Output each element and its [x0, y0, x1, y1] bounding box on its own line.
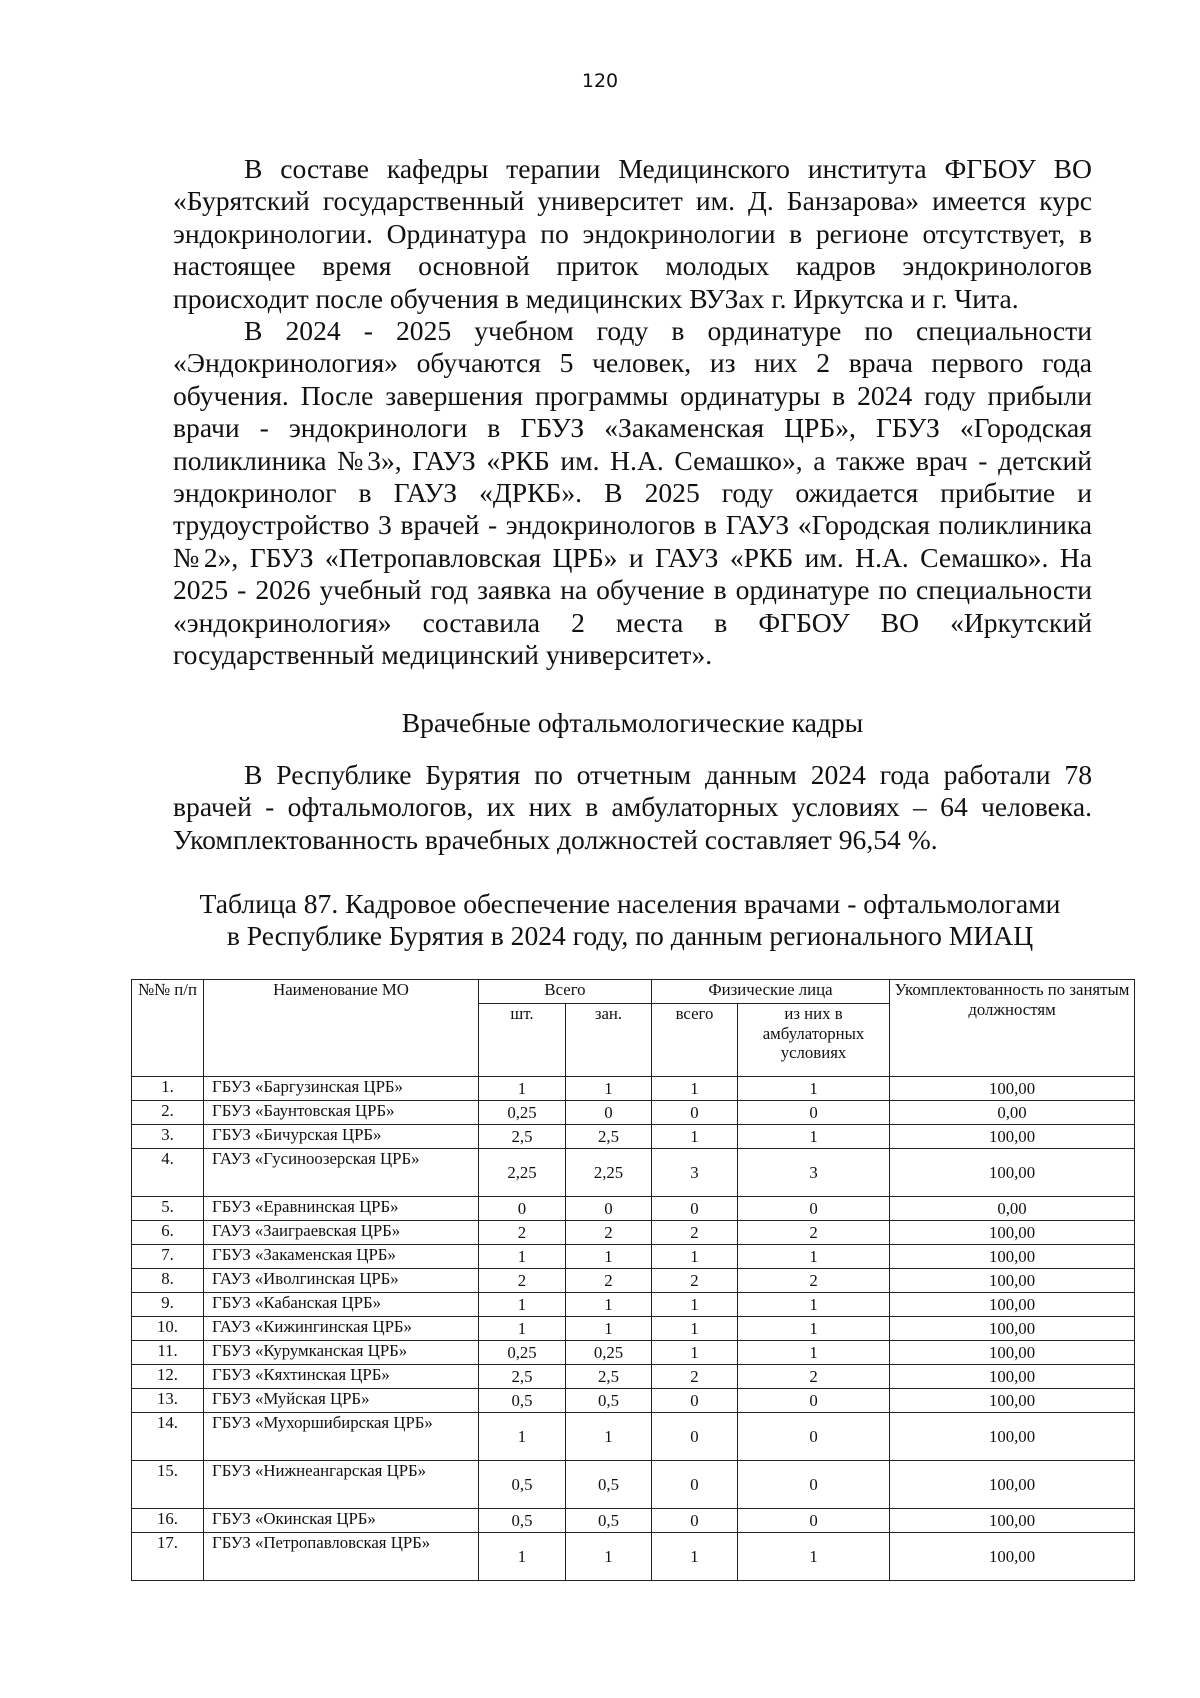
row-persons-outpatient: 0 — [738, 1413, 890, 1461]
row-organization-name: ГБУЗ «Окинская ЦРБ» — [204, 1509, 479, 1533]
row-total-occupied: 2 — [566, 1269, 652, 1293]
row-organization-name: ГБУЗ «Закаменская ЦРБ» — [204, 1245, 479, 1269]
row-staffing-percent: 100,00 — [890, 1125, 1135, 1149]
row-persons-outpatient: 1 — [738, 1077, 890, 1101]
row-staffing-percent: 100,00 — [890, 1221, 1135, 1245]
row-persons-all: 1 — [652, 1533, 738, 1581]
row-number: 2. — [132, 1101, 204, 1125]
row-total-occupied: 1 — [566, 1317, 652, 1341]
row-persons-outpatient: 2 — [738, 1221, 890, 1245]
row-organization-name: ГБУЗ «Петропавловская ЦРБ» — [204, 1533, 479, 1581]
table-caption-line-1: Таблица 87. Кадровое обеспечение населения врачами - офтальмологами — [199, 888, 1061, 919]
row-total-units: 2,5 — [479, 1365, 566, 1389]
row-organization-name: ГАУЗ «Заиграевская ЦРБ» — [204, 1221, 479, 1245]
row-organization-name: ГАУЗ «Иволгинская ЦРБ» — [204, 1269, 479, 1293]
table-row — [132, 1533, 1135, 1581]
row-number: 9. — [132, 1293, 204, 1317]
row-number: 12. — [132, 1365, 204, 1389]
row-total-occupied: 0 — [566, 1197, 652, 1221]
row-total-occupied: 0,5 — [566, 1389, 652, 1413]
row-persons-outpatient: 1 — [738, 1317, 890, 1341]
row-persons-outpatient: 1 — [738, 1125, 890, 1149]
table-row — [132, 1149, 1135, 1197]
row-persons-all: 0 — [652, 1197, 738, 1221]
row-number: 13. — [132, 1389, 204, 1413]
table-row — [132, 1293, 1135, 1317]
row-persons-all: 1 — [652, 1125, 738, 1149]
row-persons-outpatient: 3 — [738, 1149, 890, 1197]
header-persons: Физические лица — [652, 980, 890, 1004]
row-staffing-percent: 100,00 — [890, 1149, 1135, 1197]
table-caption — [150, 888, 1110, 952]
row-persons-all: 1 — [652, 1293, 738, 1317]
header-total-units: шт. — [479, 1004, 566, 1077]
row-number: 10. — [132, 1317, 204, 1341]
row-number: 4. — [132, 1149, 204, 1197]
row-total-occupied: 2,25 — [566, 1149, 652, 1197]
row-persons-outpatient: 1 — [738, 1245, 890, 1269]
header-number: №№ п/п — [132, 980, 204, 1077]
row-persons-all: 0 — [652, 1509, 738, 1533]
paragraph-endocrinology-course: В составе кафедры терапии Медицинского института ФГБОУ ВО «Бурятский государственный университет им. Д. Банзарова» имеется курс эндокринологии. Ординатура по эндокринологии в регионе отсутствует, в настоящее время основной приток молодых кадров эндокринологов происходит после обучения в медицинских ВУЗах г. Иркутска и г. Чита. — [173, 153, 1092, 314]
table-row — [132, 1317, 1135, 1341]
header-total-occupied: зан. — [566, 1004, 652, 1077]
row-organization-name: ГБУЗ «Баргузинская ЦРБ» — [204, 1077, 479, 1101]
row-number: 14. — [132, 1413, 204, 1461]
row-organization-name: ГБУЗ «Муйская ЦРБ» — [204, 1389, 479, 1413]
row-staffing-percent: 100,00 — [890, 1317, 1135, 1341]
row-total-occupied: 2 — [566, 1221, 652, 1245]
table-row — [132, 1269, 1135, 1293]
row-persons-outpatient: 0 — [738, 1509, 890, 1533]
row-number: 7. — [132, 1245, 204, 1269]
table-row — [132, 1341, 1135, 1365]
row-total-units: 1 — [479, 1077, 566, 1101]
table-row — [132, 1413, 1135, 1461]
row-organization-name: ГБУЗ «Курумканская ЦРБ» — [204, 1341, 479, 1365]
table-row — [132, 1389, 1135, 1413]
row-number: 6. — [132, 1221, 204, 1245]
row-persons-outpatient: 0 — [738, 1197, 890, 1221]
table-caption-line-2: в Республике Бурятия в 2024 году, по данным регионального МИАЦ — [226, 920, 1034, 951]
row-total-occupied: 1 — [566, 1077, 652, 1101]
row-persons-all: 2 — [652, 1269, 738, 1293]
row-total-occupied: 2,5 — [566, 1365, 652, 1389]
row-number: 16. — [132, 1509, 204, 1533]
row-total-units: 0,5 — [479, 1389, 566, 1413]
row-persons-all: 3 — [652, 1149, 738, 1197]
row-total-occupied: 1 — [566, 1413, 652, 1461]
table-row — [132, 1245, 1135, 1269]
row-total-units: 1 — [479, 1533, 566, 1581]
row-organization-name: ГАУЗ «Кижингинская ЦРБ» — [204, 1317, 479, 1341]
row-organization-name: ГБУЗ «Кабанская ЦРБ» — [204, 1293, 479, 1317]
row-total-occupied: 0 — [566, 1101, 652, 1125]
row-staffing-percent: 100,00 — [890, 1269, 1135, 1293]
row-persons-outpatient: 1 — [738, 1341, 890, 1365]
header-persons-outpatient: из них в амбулаторных условиях — [738, 1004, 890, 1077]
row-persons-outpatient: 0 — [738, 1461, 890, 1509]
header-staffing: Укомплектованность по занятым должностям — [890, 980, 1135, 1077]
row-organization-name: ГБУЗ «Нижнеангарская ЦРБ» — [204, 1461, 479, 1509]
header-total: Всего — [479, 980, 652, 1004]
row-number: 8. — [132, 1269, 204, 1293]
table-row — [132, 1509, 1135, 1533]
table-row — [132, 1365, 1135, 1389]
row-staffing-percent: 100,00 — [890, 1533, 1135, 1581]
row-total-occupied: 0,5 — [566, 1461, 652, 1509]
row-organization-name: ГБУЗ «Еравнинская ЦРБ» — [204, 1197, 479, 1221]
row-persons-outpatient: 2 — [738, 1269, 890, 1293]
row-total-units: 0,25 — [479, 1341, 566, 1365]
table-row — [132, 1197, 1135, 1221]
row-staffing-percent: 100,00 — [890, 1389, 1135, 1413]
row-number: 15. — [132, 1461, 204, 1509]
row-staffing-percent: 0,00 — [890, 1197, 1135, 1221]
row-total-units: 2,25 — [479, 1149, 566, 1197]
row-number: 5. — [132, 1197, 204, 1221]
row-staffing-percent: 100,00 — [890, 1077, 1135, 1101]
row-total-occupied: 1 — [566, 1245, 652, 1269]
row-persons-all: 2 — [652, 1365, 738, 1389]
row-persons-all: 0 — [652, 1101, 738, 1125]
row-organization-name: ГБУЗ «Бичурская ЦРБ» — [204, 1125, 479, 1149]
row-persons-outpatient: 0 — [738, 1101, 890, 1125]
page-number: 120 — [581, 70, 619, 92]
row-persons-all: 0 — [652, 1413, 738, 1461]
row-persons-outpatient: 2 — [738, 1365, 890, 1389]
row-staffing-percent: 100,00 — [890, 1293, 1135, 1317]
row-staffing-percent: 100,00 — [890, 1461, 1135, 1509]
row-total-occupied: 2,5 — [566, 1125, 652, 1149]
row-persons-all: 1 — [652, 1317, 738, 1341]
row-persons-all: 1 — [652, 1341, 738, 1365]
ophthalmology-text — [173, 759, 1092, 856]
paragraph-endocrinology-residency: В 2024 - 2025 учебном году в ординатуре по специальности «Эндокринология» обучаются 5 человек, из них 2 врача первого года обучения. После завершения программы ординатуры в 2024 году прибыли врачи - эндокринологи в ГБУЗ «Закаменская ЦРБ», ГБУЗ «Городская поликлиника №3», ГАУЗ «РКБ им. Н.А. Семашко», а также врач - детский эндокринолог в ГАУЗ «ДРКБ». В 2025 году ожидается прибытие и трудоустройство 3 врачей - эндокринологов в ГАУЗ «Городская поликлиника №2», ГБУЗ «Петропавловская ЦРБ» и ГАУЗ «РКБ им. Н.А. Семашко». На 2025 - 2026 учебный год заявка на обучение в ординатуре по специальности «эндокринология» составила 2 места в ФГБОУ ВО «Иркутский государственный медицинский университет». — [173, 315, 1092, 671]
row-total-occupied: 0,5 — [566, 1509, 652, 1533]
intro-text — [173, 153, 1092, 672]
row-persons-outpatient: 0 — [738, 1389, 890, 1413]
row-staffing-percent: 100,00 — [890, 1365, 1135, 1389]
row-number: 11. — [132, 1341, 204, 1365]
row-staffing-percent: 0,00 — [890, 1101, 1135, 1125]
row-staffing-percent: 100,00 — [890, 1413, 1135, 1461]
row-total-units: 1 — [479, 1293, 566, 1317]
row-total-occupied: 1 — [566, 1533, 652, 1581]
row-total-occupied: 1 — [566, 1293, 652, 1317]
table-body — [132, 1077, 1135, 1581]
paragraph-ophthalmology: В Республике Бурятия по отчетным данным 2024 года работали 78 врачей - офтальмологов, их них в амбулаторных условиях – 64 человека. Укомплектованность врачебных должностей составляет 96,54 %. — [173, 759, 1092, 855]
row-total-units: 1 — [479, 1413, 566, 1461]
row-number: 3. — [132, 1125, 204, 1149]
row-organization-name: ГАУЗ «Гусиноозерская ЦРБ» — [204, 1149, 479, 1197]
row-persons-all: 2 — [652, 1221, 738, 1245]
header-persons-all: всего — [652, 1004, 738, 1077]
row-organization-name: ГБУЗ «Кяхтинская ЦРБ» — [204, 1365, 479, 1389]
row-persons-outpatient: 1 — [738, 1533, 890, 1581]
row-total-units: 0,25 — [479, 1101, 566, 1125]
row-staffing-percent: 100,00 — [890, 1245, 1135, 1269]
row-total-occupied: 0,25 — [566, 1341, 652, 1365]
row-organization-name: ГБУЗ «Баунтовская ЦРБ» — [204, 1101, 479, 1125]
row-persons-all: 1 — [652, 1245, 738, 1269]
row-total-units: 2 — [479, 1221, 566, 1245]
row-persons-all: 0 — [652, 1461, 738, 1509]
row-number: 1. — [132, 1077, 204, 1101]
row-staffing-percent: 100,00 — [890, 1509, 1135, 1533]
row-total-units: 0,5 — [479, 1509, 566, 1533]
section-heading: Врачебные офтальмологические кадры — [401, 707, 864, 738]
row-total-units: 2,5 — [479, 1125, 566, 1149]
table-row — [132, 1461, 1135, 1509]
row-total-units: 1 — [479, 1245, 566, 1269]
staffing-table — [131, 979, 1135, 1581]
table-row — [132, 1221, 1135, 1245]
row-number: 17. — [132, 1533, 204, 1581]
row-total-units: 2 — [479, 1269, 566, 1293]
row-total-units: 0 — [479, 1197, 566, 1221]
table-row — [132, 1077, 1135, 1101]
row-staffing-percent: 100,00 — [890, 1341, 1135, 1365]
row-persons-all: 0 — [652, 1389, 738, 1413]
header-name: Наименование МО — [204, 980, 479, 1077]
table-row — [132, 1125, 1135, 1149]
row-organization-name: ГБУЗ «Мухоршибирская ЦРБ» — [204, 1413, 479, 1461]
row-persons-outpatient: 1 — [738, 1293, 890, 1317]
row-total-units: 1 — [479, 1317, 566, 1341]
row-total-units: 0,5 — [479, 1461, 566, 1509]
table-row — [132, 1101, 1135, 1125]
row-persons-all: 1 — [652, 1077, 738, 1101]
